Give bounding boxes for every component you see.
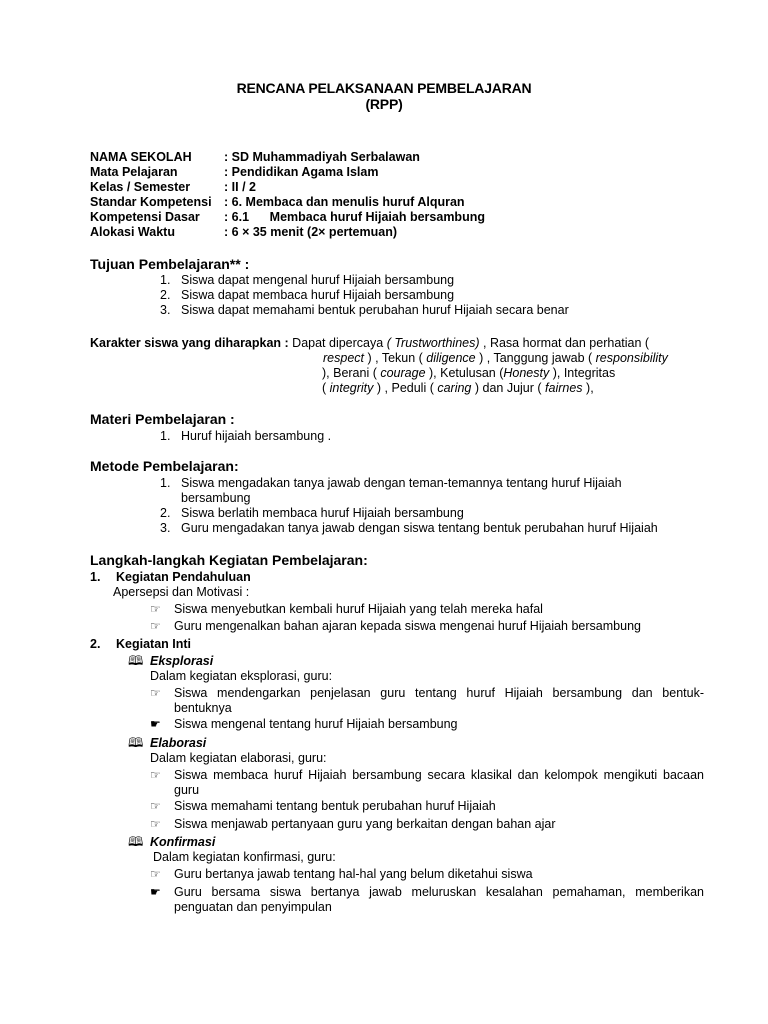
identity-row — [90, 195, 485, 210]
elaborasi-point: ☞ Siswa menjawab pertanyaan guru yang berkaitan dengan bahan ajar — [150, 817, 556, 831]
list-item: 3. Siswa dapat memahami bentuk perubahan huruf Hijaiah secara benar — [160, 303, 569, 317]
identity-row — [90, 210, 485, 225]
identity-block — [90, 150, 485, 240]
document-title: RENCANA PELAKSANAAN PEMBELAJARAN — [236, 80, 532, 96]
konfirmasi-point: ☛ Guru bersama siswa bertanya jawab meluruskan kesalahan pemahaman, memberikan penguatan dan penyimpulan — [150, 885, 704, 914]
metode-list — [160, 476, 680, 536]
elaborasi-point: ☞ Siswa membaca huruf Hijaiah bersambung secara klasikal dan kelompok mengikuti bacaan guru — [150, 768, 704, 797]
konfirmasi-intro: Dalam kegiatan konfirmasi, guru: — [153, 850, 336, 864]
karakter-block: Karakter siswa yang diharapkan : Dapat dipercaya ( Trustworthines) , Rasa hormat dan perhatian ( respect ) , Tekun ( diligence ) , Tanggung jawab ( responsibility ), Berani ( courage ), Ketulusan (Honesty ), Integritas ( integrity ) , Peduli ( caring ) dan Jujur ( fairnes ), — [90, 336, 668, 395]
list-item: 1. Huruf hijaiah bersambung . — [160, 429, 332, 443]
pointing-hand-icon: ☞ — [150, 686, 161, 700]
langkah-heading: Langkah-langkah Kegiatan Pembelajaran: — [90, 552, 368, 568]
karakter-label: Karakter siswa yang diharapkan : — [90, 336, 289, 350]
pointing-hand-solid-icon: ☛ — [150, 717, 161, 731]
eksplorasi-point: ☞ Siswa mendengarkan penjelasan guru tentang huruf Hijaiah bersambung dan bentuk-bentuknya — [150, 686, 704, 715]
identity-value: : Pendidikan Agama Islam — [224, 165, 379, 179]
materi-list — [160, 429, 680, 444]
identity-value: : SD Muhammadiyah Serbalawan — [224, 150, 420, 164]
pointing-hand-solid-icon: ☛ — [150, 885, 161, 899]
elaborasi-title: 🕮 Elaborasi — [128, 735, 207, 750]
list-item: 3. Guru mengadakan tanya jawab dengan siswa tentang bentuk perubahan huruf Hijaiah — [160, 521, 658, 535]
pointing-hand-icon: ☞ — [150, 619, 161, 633]
identity-row — [90, 165, 485, 180]
konfirmasi-title: 🕮 Konfirmasi — [128, 834, 216, 849]
elaborasi-point: ☞ Siswa memahami tentang bentuk perubahan huruf Hijaiah — [150, 799, 496, 813]
list-item: 1. Siswa mengadakan tanya jawab dengan teman-temannya tentang huruf Hijaiah bersambung — [160, 476, 622, 505]
identity-value: : II / 2 — [224, 180, 256, 194]
list-item: 1. Siswa dapat mengenal huruf Hijaiah bersambung — [160, 273, 455, 287]
pendahuluan-point: ☞ Guru mengenalkan bahan ajaran kepada siswa mengenai huruf Hijaiah bersambung — [150, 619, 641, 633]
document-subtitle: (RPP) — [365, 96, 403, 112]
book-icon: 🕮 — [128, 834, 144, 849]
eksplorasi-title: 🕮 Eksplorasi — [128, 653, 214, 668]
tujuan-list — [160, 273, 680, 318]
book-icon: 🕮 — [128, 735, 144, 750]
konfirmasi-point: ☞ Guru bertanya jawab tentang hal-hal yang belum diketahui siswa — [150, 867, 533, 881]
identity-row — [90, 150, 485, 165]
pointing-hand-icon: ☞ — [150, 867, 161, 881]
pointing-hand-icon: ☞ — [150, 817, 161, 831]
identity-value: : 6 × 35 menit (2× pertemuan) — [224, 225, 397, 239]
pendahuluan-title: 1. Kegiatan Pendahuluan — [90, 570, 251, 584]
identity-label: Standar Kompetensi — [90, 195, 212, 209]
pointing-hand-icon: ☞ — [150, 602, 161, 616]
identity-value: : 6.1 Membaca huruf Hijaiah bersambung — [224, 210, 485, 224]
identity-label: Kompetensi Dasar — [90, 210, 200, 224]
pointing-hand-icon: ☞ — [150, 768, 161, 782]
identity-label: NAMA SEKOLAH — [90, 150, 192, 164]
tujuan-heading: Tujuan Pembelajaran** : — [90, 256, 250, 272]
list-item: 2. Siswa berlatih membaca huruf Hijaiah bersambung — [160, 506, 464, 520]
identity-row — [90, 225, 485, 240]
elaborasi-intro: Dalam kegiatan elaborasi, guru: — [150, 751, 327, 765]
pointing-hand-icon: ☞ — [150, 799, 161, 813]
book-icon: 🕮 — [128, 653, 144, 668]
list-item: 2. Siswa dapat membaca huruf Hijaiah bersambung — [160, 288, 455, 302]
pendahuluan-point: ☞ Siswa menyebutkan kembali huruf Hijaiah yang telah mereka hafal — [150, 602, 543, 616]
inti-title: 2. Kegiatan Inti — [90, 637, 192, 651]
metode-heading: Metode Pembelajaran: — [90, 458, 239, 474]
eksplorasi-point: ☛ Siswa mengenal tentang huruf Hijaiah bersambung — [150, 717, 458, 731]
apersepsi-text: Apersepsi dan Motivasi : — [113, 585, 250, 599]
identity-label: Kelas / Semester — [90, 180, 191, 194]
identity-label: Alokasi Waktu — [90, 225, 175, 239]
eksplorasi-intro: Dalam kegiatan eksplorasi, guru: — [150, 669, 333, 683]
identity-label: Mata Pelajaran — [90, 165, 178, 179]
identity-value: : 6. Membaca dan menulis huruf Alquran — [224, 195, 465, 209]
materi-heading: Materi Pembelajaran : — [90, 411, 235, 427]
identity-row — [90, 180, 485, 195]
